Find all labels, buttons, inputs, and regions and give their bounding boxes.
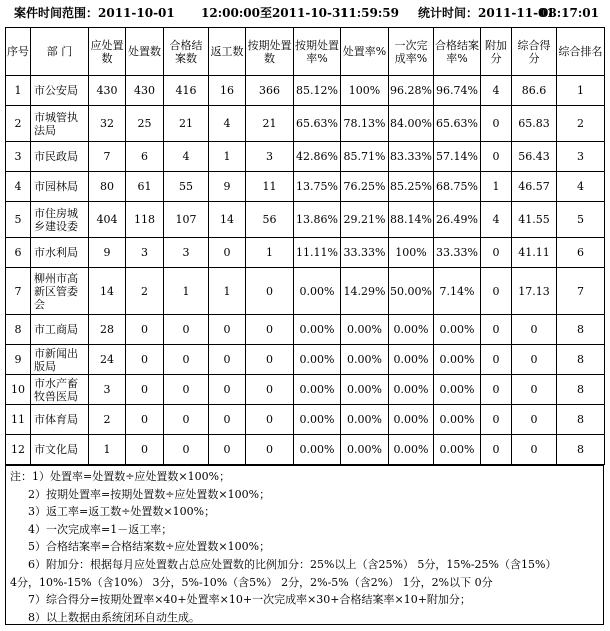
table-cell: 0 — [209, 315, 246, 345]
table-cell: 61 — [126, 172, 164, 202]
table-cell: 83.33% — [389, 142, 434, 172]
table-cell: 9 — [89, 238, 126, 268]
report-header — [0, 0, 610, 26]
ranking-table — [5, 27, 605, 465]
note-line: 4）一次完成率=1－返工率； — [28, 522, 173, 536]
table-cell: 68.75% — [434, 172, 481, 202]
table-cell: 430 — [89, 76, 126, 106]
table-body — [6, 76, 605, 465]
table-cell: 0 — [164, 345, 209, 375]
table-cell: 6 — [126, 142, 164, 172]
table-cell: 0.00% — [389, 405, 434, 435]
table-cell: 416 — [164, 76, 209, 106]
table-cell: 0 — [209, 405, 246, 435]
table-cell: 1 — [6, 76, 31, 106]
table-cell: 0.00% — [294, 435, 341, 465]
note-line: 7）综合得分=按期处置率×40+处置率×10+一次完成率×30+合格结案率×10+附加分； — [28, 593, 471, 607]
department-cell: 市水产畜牧兽医局 — [31, 375, 89, 405]
table-cell: 7 — [557, 268, 605, 315]
table-cell: 0.00% — [434, 315, 481, 345]
table-row — [6, 142, 605, 172]
column-header: 合格结案率% — [434, 28, 481, 76]
table-cell: 17.13 — [512, 268, 557, 315]
table-cell: 0 — [246, 345, 294, 375]
table-cell: 0 — [481, 315, 512, 345]
table-cell: 84.00% — [389, 106, 434, 142]
table-cell: 85.25% — [389, 172, 434, 202]
department-cell: 市文化局 — [31, 435, 89, 465]
column-header: 处置数 — [126, 28, 164, 76]
table-cell: 29.21% — [341, 202, 389, 238]
table-cell: 0.00% — [389, 345, 434, 375]
table-cell: 0.00% — [389, 435, 434, 465]
table-cell: 4 — [209, 106, 246, 142]
table-cell: 41.55 — [512, 202, 557, 238]
column-header: 按期处置率% — [294, 28, 341, 76]
table-cell: 2 — [89, 405, 126, 435]
table-cell: 86.6 — [512, 76, 557, 106]
table-cell: 42.86% — [294, 142, 341, 172]
note-line: 8）以上数据由系统闭环自动生成。 — [28, 610, 200, 624]
column-header: 处置率% — [341, 28, 389, 76]
column-header: 部 门 — [31, 28, 89, 76]
table-cell: 0.00% — [294, 405, 341, 435]
table-cell: 96.74% — [434, 76, 481, 106]
table-cell: 0.00% — [294, 268, 341, 315]
table-cell: 8 — [557, 345, 605, 375]
table-cell: 0.00% — [434, 345, 481, 375]
table-cell: 0 — [481, 142, 512, 172]
table-cell: 366 — [246, 76, 294, 106]
table-cell: 0 — [246, 405, 294, 435]
column-header: 一次完成率% — [389, 28, 434, 76]
table-cell: 24 — [89, 345, 126, 375]
department-cell: 市体育局 — [31, 405, 89, 435]
note-line: 6）附加分：根据每月应处置数占总应处置数的比例加分：25%以上（含25%） 5分，15%-25%（含15%） — [28, 557, 557, 571]
table-cell: 0.00% — [294, 315, 341, 345]
note-line: 注：1）处置率=处置数÷应处置数×100%； — [10, 470, 231, 483]
note-line: 2）按期处置率=按期处置数÷应处置数×100%； — [28, 487, 271, 501]
table-cell: 4 — [164, 142, 209, 172]
table-cell: 107 — [164, 202, 209, 238]
table-cell: 8 — [6, 315, 31, 345]
column-header: 序号 — [6, 28, 31, 76]
table-cell: 9 — [209, 172, 246, 202]
statistics-time: 08:17:01 — [540, 6, 599, 20]
table-header-row — [6, 28, 605, 76]
table-cell: 0 — [512, 405, 557, 435]
table-cell: 0 — [126, 345, 164, 375]
table-cell: 8 — [557, 405, 605, 435]
table-cell: 0 — [209, 435, 246, 465]
table-cell: 100% — [389, 238, 434, 268]
table-cell: 0 — [126, 405, 164, 435]
table-cell: 11 — [6, 405, 31, 435]
table-cell: 80 — [89, 172, 126, 202]
table-cell: 404 — [89, 202, 126, 238]
table-cell: 9 — [6, 345, 31, 375]
table-cell: 0 — [164, 435, 209, 465]
table-cell: 57.14% — [434, 142, 481, 172]
table-cell: 10 — [6, 375, 31, 405]
table-cell: 33.33% — [434, 238, 481, 268]
table-cell: 65.63% — [434, 106, 481, 142]
department-cell: 市住房城乡建设委 — [31, 202, 89, 238]
column-header: 按期处置数 — [246, 28, 294, 76]
table-cell: 0.00% — [341, 435, 389, 465]
table-cell: 0 — [512, 345, 557, 375]
table-cell: 3 — [557, 142, 605, 172]
table-cell: 56.43 — [512, 142, 557, 172]
table-cell: 85.12% — [294, 76, 341, 106]
department-cell: 市水利局 — [31, 238, 89, 268]
column-header: 应处置数 — [89, 28, 126, 76]
table-cell: 0.00% — [434, 435, 481, 465]
table-cell: 0.00% — [389, 375, 434, 405]
table-cell: 2 — [126, 268, 164, 315]
department-cell: 市民政局 — [31, 142, 89, 172]
statistics-time-label: 统计时间：2011-11-01 — [418, 6, 555, 20]
table-cell: 0.00% — [341, 315, 389, 345]
table-cell: 118 — [126, 202, 164, 238]
table-cell: 0.00% — [434, 375, 481, 405]
table-cell: 1 — [164, 268, 209, 315]
column-header: 返工数 — [209, 28, 246, 76]
table-row — [6, 315, 605, 345]
table-cell: 14 — [209, 202, 246, 238]
table-cell: 3 — [6, 142, 31, 172]
case-time-range-label: 案件时间范围：2011-10-01 — [14, 6, 175, 20]
table-cell: 0 — [164, 315, 209, 345]
table-row — [6, 238, 605, 268]
table-cell: 96.28% — [389, 76, 434, 106]
table-cell: 1 — [246, 238, 294, 268]
table-cell: 13.86% — [294, 202, 341, 238]
table-cell: 1 — [209, 268, 246, 315]
table-cell: 8 — [557, 375, 605, 405]
table-cell: 100% — [341, 76, 389, 106]
table-cell: 3 — [246, 142, 294, 172]
column-header: 合格结案数 — [164, 28, 209, 76]
notes-box — [5, 465, 604, 625]
table-cell: 41.11 — [512, 238, 557, 268]
table-cell: 12 — [6, 435, 31, 465]
table-cell: 7.14% — [434, 268, 481, 315]
table-cell: 0 — [209, 238, 246, 268]
table-cell: 65.63% — [294, 106, 341, 142]
table-cell: 21 — [164, 106, 209, 142]
table-cell: 65.83 — [512, 106, 557, 142]
table-cell: 32 — [89, 106, 126, 142]
table-cell: 0 — [481, 345, 512, 375]
table-cell: 85.71% — [341, 142, 389, 172]
table-cell: 0 — [246, 268, 294, 315]
table-cell: 0.00% — [294, 345, 341, 375]
table-cell: 0 — [126, 315, 164, 345]
department-cell: 市城管执法局 — [31, 106, 89, 142]
table-cell: 1 — [481, 172, 512, 202]
table-cell: 0 — [481, 435, 512, 465]
table-row — [6, 76, 605, 106]
table-cell: 3 — [164, 238, 209, 268]
table-cell: 0.00% — [341, 345, 389, 375]
table-cell: 46.57 — [512, 172, 557, 202]
table-row — [6, 405, 605, 435]
table-cell: 430 — [126, 76, 164, 106]
column-header: 综合排名 — [557, 28, 605, 76]
table-cell: 0 — [512, 435, 557, 465]
table-cell: 1 — [557, 76, 605, 106]
table-cell: 6 — [557, 238, 605, 268]
table-cell: 0.00% — [341, 375, 389, 405]
table-cell: 3 — [126, 238, 164, 268]
table-cell: 0 — [246, 435, 294, 465]
table-cell: 8 — [557, 435, 605, 465]
table-row — [6, 202, 605, 238]
table-cell: 0 — [209, 375, 246, 405]
table-cell: 21 — [246, 106, 294, 142]
table-cell: 0 — [481, 268, 512, 315]
table-cell: 0.00% — [341, 405, 389, 435]
table-row — [6, 375, 605, 405]
table-cell: 0 — [512, 315, 557, 345]
note-line: 5）合格结案率=合格结案数÷应处置数×100%； — [28, 540, 271, 554]
table-cell: 4 — [557, 172, 605, 202]
table-cell: 5 — [557, 202, 605, 238]
table-cell: 50.00% — [389, 268, 434, 315]
department-cell: 市工商局 — [31, 315, 89, 345]
table-cell: 6 — [6, 238, 31, 268]
table-cell: 88.14% — [389, 202, 434, 238]
table-cell: 0 — [164, 405, 209, 435]
case-time-range-start: 12:00:00至2011-10-31 — [201, 6, 349, 20]
table-cell: 1 — [89, 435, 126, 465]
table-cell: 14 — [89, 268, 126, 315]
table-cell: 1 — [209, 142, 246, 172]
table-cell: 0.00% — [434, 405, 481, 435]
table-cell: 4 — [6, 172, 31, 202]
table-cell: 78.13% — [341, 106, 389, 142]
department-cell: 市新闻出版局 — [31, 345, 89, 375]
table-cell: 0 — [246, 375, 294, 405]
table-cell: 3 — [89, 375, 126, 405]
table-row — [6, 345, 605, 375]
table-cell: 33.33% — [341, 238, 389, 268]
table-cell: 25 — [126, 106, 164, 142]
table-cell: 0 — [481, 106, 512, 142]
department-cell: 市园林局 — [31, 172, 89, 202]
table-cell: 0.00% — [294, 375, 341, 405]
table-cell: 11 — [246, 172, 294, 202]
table-cell: 0 — [481, 375, 512, 405]
table-cell: 14.29% — [341, 268, 389, 315]
table-cell: 7 — [89, 142, 126, 172]
table-cell: 0 — [209, 345, 246, 375]
table-cell: 0 — [481, 238, 512, 268]
table-cell: 26.49% — [434, 202, 481, 238]
table-cell: 0 — [246, 315, 294, 345]
table-row — [6, 106, 605, 142]
table-cell: 55 — [164, 172, 209, 202]
table-cell: 76.25% — [341, 172, 389, 202]
column-header: 综合得分 — [512, 28, 557, 76]
table-cell: 8 — [557, 315, 605, 345]
table-cell: 0 — [126, 435, 164, 465]
table-cell: 2 — [557, 106, 605, 142]
table-row — [6, 435, 605, 465]
note-line: 3）返工率=返工数÷处置数×100%； — [28, 505, 216, 519]
column-header: 附加分 — [481, 28, 512, 76]
table-cell: 28 — [89, 315, 126, 345]
table-cell: 0.00% — [389, 315, 434, 345]
table-cell: 0 — [164, 375, 209, 405]
table-cell: 2 — [6, 106, 31, 142]
table-cell: 0 — [512, 375, 557, 405]
table-cell: 4 — [481, 76, 512, 106]
table-cell: 56 — [246, 202, 294, 238]
note-line: 4分，10%-15%（含10%） 3分，5%-10%（含5%） 2分，2%-5%（含2%） 1分，2%以下 0分 — [10, 575, 493, 589]
table-cell: 11.11% — [294, 238, 341, 268]
case-time-range-end: 11:59:59 — [340, 6, 399, 20]
table-cell: 5 — [6, 202, 31, 238]
table-cell: 13.75% — [294, 172, 341, 202]
table-cell: 16 — [209, 76, 246, 106]
table-row — [6, 268, 605, 315]
table-cell: 7 — [6, 268, 31, 315]
department-cell: 柳州市高新区管委会 — [31, 268, 89, 315]
table-cell: 0 — [481, 405, 512, 435]
table-row — [6, 172, 605, 202]
department-cell: 市公安局 — [31, 76, 89, 106]
table-cell: 0 — [126, 375, 164, 405]
table-cell: 4 — [481, 202, 512, 238]
